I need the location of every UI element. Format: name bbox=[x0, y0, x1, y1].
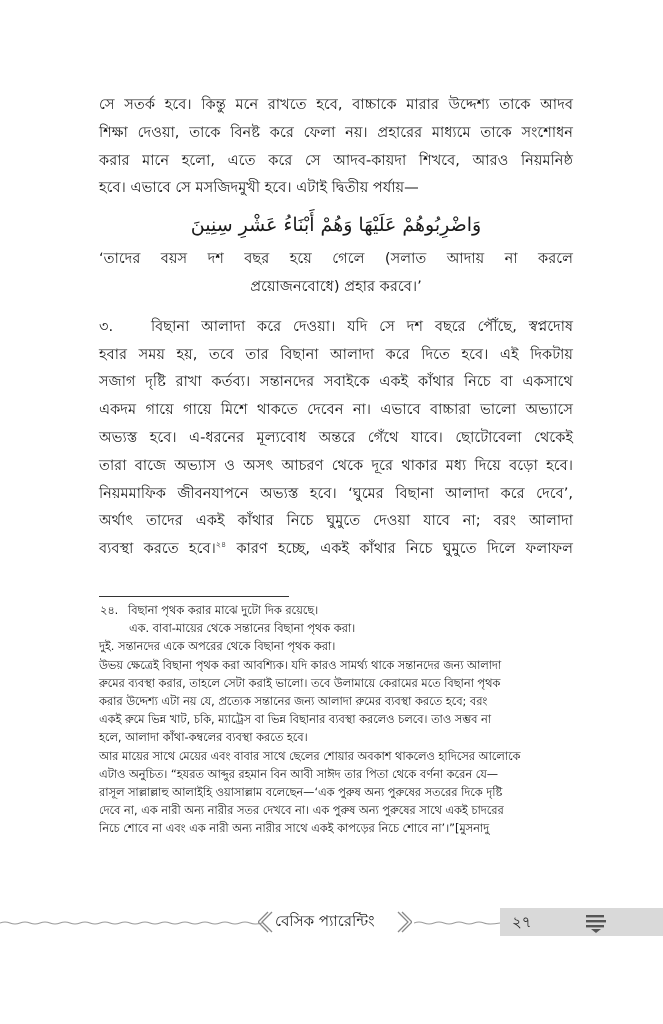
para1-line: সে সতর্ক হবে। কিন্তু মনে রাখতে হবে, বাচ্চাকে মারার উদ্দেশ্য তাকে আদব bbox=[99, 96, 573, 113]
para3-line: নিয়মমাফিক জীবনযাপনে অভ্যস্ত হবে। ‘ঘুমের বিছানা আলাদা করে দেবে’, bbox=[99, 484, 573, 502]
footnote-line: আর মায়ের সাথে মেয়ের এবং বাবার সাথে ছেলের শোয়ার অবকাশ থাকলেও হাদিসের আলোকে bbox=[99, 749, 521, 763]
quote-line: ‘তাদের বয়স দশ বছর হয়ে গেলে (সলাত আদায় না করলে bbox=[99, 250, 573, 268]
para1-line: করার মানে হলো, এতে করে সে আদব-কায়দা শিখবে, আরও নিয়মনিষ্ঠ bbox=[99, 151, 573, 169]
main-text bbox=[99, 91, 573, 563]
para3-line: অর্থাৎ তাদের একই কাঁথার নিচে ঘুমুতে দেওয়া যাবে না; বরং আলাদা bbox=[99, 512, 573, 530]
footnote-line: এটাও অনুচিত। “হযরত আব্দুর রহমান বিন আবী সাঈদ তার পিতা থেকে বর্ণনা করেন যে— bbox=[99, 767, 499, 781]
footnote-line bbox=[99, 602, 573, 620]
footnote-line: হলে, আলাদা কাঁথা-কম্বলের ব্যবস্থা করতে হবে। bbox=[99, 731, 308, 745]
para3-line: একদম গায়ে গায়ে মিশে থাকতে দেবেন না। এভাবে বাচ্চারা ভালো অভ্যাসে bbox=[99, 401, 573, 419]
footnote-item: দুই. সন্তানদের একে অপরের থেকে বিছানা পৃথক করা। bbox=[99, 640, 336, 654]
page-footer bbox=[0, 903, 663, 943]
footnote-number: ২৪. bbox=[100, 604, 119, 617]
para3-line: হবার সময় হয়, তবে তার বিছানা আলাদা করে দিতে হবে। এই দিকটায় bbox=[99, 345, 573, 363]
footnote-line: রুমের ব্যবস্থা করার, তাহলে সেটা করাই ভালো। তবে উলামায়ে কেরামের মতে বিছানা পৃথক bbox=[99, 676, 501, 690]
footnote-line: একই রুমে ভিন্ন খাট, চকি, ম্যাট্রেস বা ভিন্ন বিছানার ব্যবস্থা করলেও চলবে। তাও সম্ভব না bbox=[99, 713, 492, 727]
footnote-line: উভয় ক্ষেত্রেই বিছানা পৃথক করা আবশ্যিক। যদি কারও সামর্থ্য থাকে সন্তানদের জন্য আলাদা bbox=[99, 658, 502, 672]
para3-text: বিছানা আলাদা করে দেওয়া। যদি সে দশ বছরে পৌঁছে, স্বপ্নদোষ bbox=[151, 317, 573, 335]
para3-line: অভ্যস্ত হবে। এ-ধরনের মূল্যবোধ অন্তরে গেঁথে যাবে। ছোটোবেলা থেকেই bbox=[99, 428, 573, 446]
para3-text: ব্যবস্থা করতে হবে। bbox=[99, 540, 216, 558]
para1-line: হবে। এভাবে সে মসজিদমুখী হবে। এটাই দ্বিতীয় পর্যায়— bbox=[99, 179, 419, 197]
footnote-line: করার উদ্দেশ্য এটা নয় যে, প্রত্যেক সন্তানের জন্য আলাদা রুমের ব্যবস্থা করতে হবে; বরং bbox=[99, 695, 488, 709]
book-title: বেসিক প্যারেন্টিং bbox=[275, 912, 375, 930]
footnotes bbox=[99, 602, 573, 839]
para1-line: শিক্ষা দেওয়া, তাকে বিনষ্ট করে ফেলা নয়। প্রহারের মাধ্যমে তাকে সংশোধন bbox=[99, 123, 573, 141]
chevron-left-ornament-icon bbox=[258, 911, 274, 933]
footnote-line: রাসূল সাল্লাল্লাহু আলাইহি ওয়াসাল্লাম বলেছেন—‘এক পুরুষ অন্য পুরুষের সতরের দিকে দৃষ্টি bbox=[99, 786, 503, 800]
chevron-right-ornament-icon bbox=[396, 911, 412, 933]
wave-ornament-right bbox=[414, 921, 500, 925]
para3-line bbox=[99, 535, 573, 563]
quote-line: প্রয়োজনবোধে) প্রহার করবে।’ bbox=[250, 277, 422, 295]
menu-lines-icon bbox=[585, 912, 607, 934]
para3-line: সজাগ দৃষ্টি রাখা কর্তব্য। সন্তানদের সবাইকে একই কাঁথার নিচে বা একসাথে bbox=[99, 373, 573, 391]
page-number: ২৭ bbox=[512, 913, 532, 931]
footnote-line: নিচে শোবে না এবং এক নারী অন্য নারীর সাথে একই কাপড়ের নিচে শোবে না’।”[মুসনাদু bbox=[99, 822, 490, 836]
wave-ornament-left bbox=[0, 921, 262, 925]
para3-line bbox=[99, 313, 573, 341]
para3-line: তারা বাজে অভ্যাস ও অসৎ আচরণ থেকে দূরে থাকার মধ্য দিয়ে বড়ো হবে। bbox=[99, 456, 573, 474]
footnote-ref[interactable]: ২৪ bbox=[215, 540, 227, 550]
footnote-item: এক. বাবা-মায়ের থেকে সন্তানের বিছানা পৃথক করা। bbox=[129, 622, 356, 636]
para3-text: কারণ হচ্ছে, একই কাঁথার নিচে ঘুমুতে দিলে ফলাফল bbox=[226, 540, 573, 558]
point-number: ৩. bbox=[99, 317, 114, 335]
translation-quote bbox=[99, 245, 573, 301]
footnote-divider bbox=[99, 596, 289, 597]
footnote-text: বিছানা পৃথক করার মাঝে দুটো দিক রয়েছে। bbox=[128, 604, 319, 617]
arabic-hadith: وَاضْرِبُوهُمْ عَلَيْهَا وَهُمْ أَبْنَاءُ عَشْرِ سِنِينَ bbox=[190, 214, 482, 237]
footnote-line: দেবে না, এক নারী অন্য নারীর সতর দেখবে না। এক পুরুষ অন্য পুরুষের সাথে একই চাদরের bbox=[99, 804, 504, 818]
